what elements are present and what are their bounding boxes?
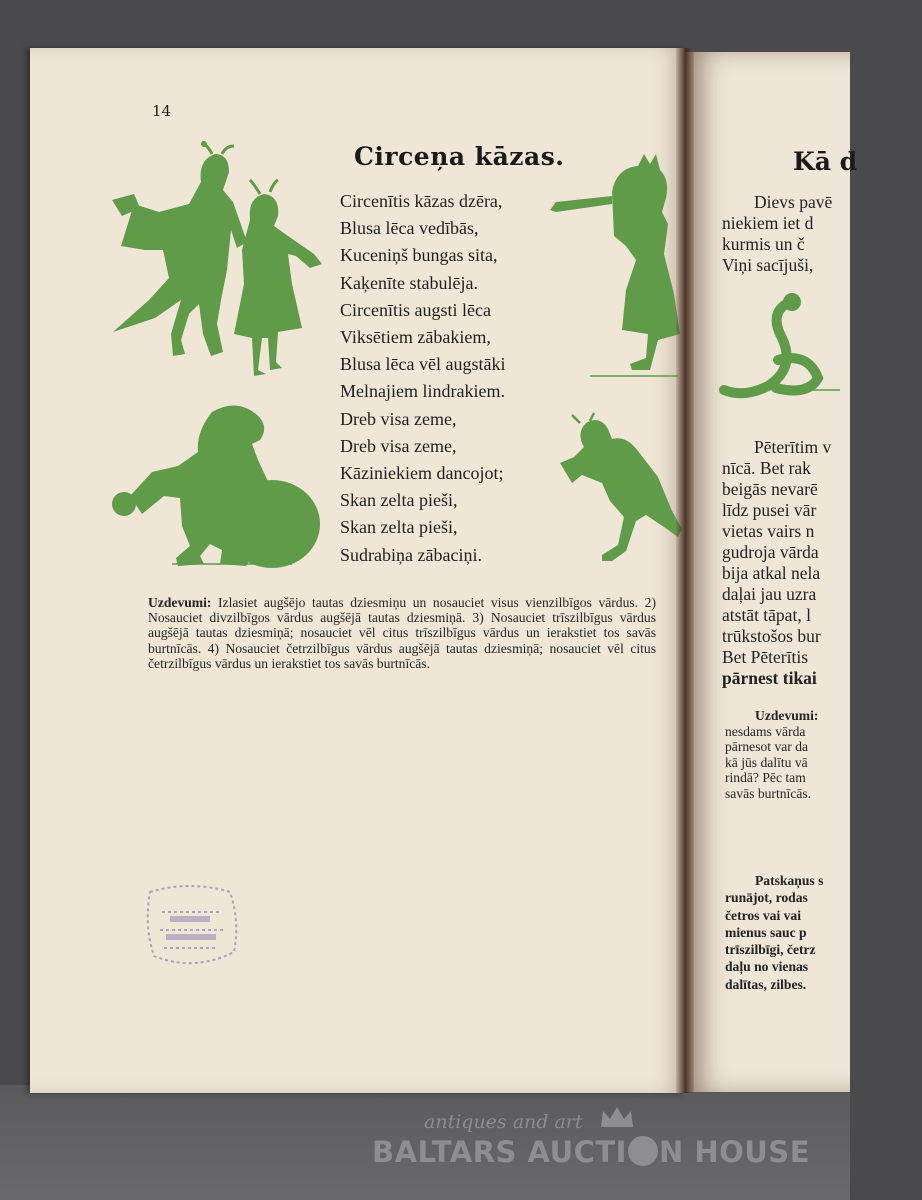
text-line: vietas vairs n: [722, 521, 815, 541]
text-line: kā jūs dalītu vā: [725, 754, 808, 770]
text-line: Viņi sacījuši,: [722, 255, 814, 275]
text-line: atstāt tāpat, l: [722, 605, 811, 625]
text-line: beigās nevarē: [722, 479, 818, 499]
tasks-text: Izlasiet augšējo tautas dziesmiņu un nosauciet visus vienzilbīgos vārdus. 2) Nosauciet divzilbīgos vārdus augšējā tautas dziesmiņā. 3) Nosauciet trīszilbīgus vārdus augšējā tautas dziesmiņā; nosauciet vēl citus trīszilbīgus vārdus un ierakstiet tos savās burtnīcās. 4) Nosauciet četrzilbīgus vārdus augšējā tautas dziesmiņā; nosauciet vēl citus četrzilbīgus vārdus un ierakstiet tos savās burtnīcās.: [148, 595, 656, 671]
text-line: trūkstošos bur: [722, 626, 821, 646]
poem-line: Dreb visa zeme,: [340, 408, 457, 429]
rule-line: četros vai vai: [725, 907, 802, 923]
text-line: gudroja vārda: [722, 542, 819, 562]
poem-line: Circenītis kāzas dzēra,: [340, 191, 503, 211]
book-gutter: [676, 48, 694, 1093]
cricket-couple-illustration: [112, 148, 327, 378]
watermark-name: [372, 1135, 810, 1169]
text-line: nesdams vārda: [725, 723, 806, 739]
watermark-tagline: antiques and art: [424, 1111, 583, 1133]
poem-line: Kāziniekiem dancojot;: [340, 463, 504, 484]
text-line: Pēterītim v: [754, 437, 832, 457]
right-page-title: Kā d: [793, 147, 858, 176]
bear-drum-illustration: [112, 396, 327, 571]
text-line: nīcā. Bet rak: [722, 458, 811, 478]
poem-line: Melnajiem lindrakiem.: [340, 381, 505, 402]
tasks-label: Uzdevumi:: [148, 595, 212, 610]
cat-flute-illustration: [550, 148, 680, 383]
rule-line: runājot, rodas: [725, 890, 808, 906]
poem-line: Blusa lēca vedībās,: [340, 218, 479, 239]
page-title: Circeņa kāzas.: [354, 142, 565, 171]
poem-line: Circenītis augsti lēca: [340, 299, 491, 320]
poem-line: Kuceniņš bungas sita,: [340, 245, 498, 266]
right-page-tasks: [725, 708, 818, 802]
rule-line: trīszilbīgi, četrz: [725, 942, 816, 958]
text-line: pārnesot var da: [725, 739, 809, 755]
crown-icon: [599, 1105, 635, 1129]
library-stamp: [140, 872, 258, 992]
poem-line: Skan zelta pieši,: [340, 517, 458, 538]
text-line: Dievs pavē: [754, 192, 833, 212]
right-page: [685, 52, 858, 1092]
page-number: 14: [152, 102, 172, 120]
text-line: līdz pusei vār: [722, 500, 817, 520]
poem-line: Kaķenīte stabulēja.: [340, 272, 478, 293]
right-page-text-middle: [722, 437, 922, 689]
snake-illustration: [720, 290, 850, 410]
poem-line: Sudrabiņa zābaciņi.: [340, 544, 482, 565]
poem: [340, 188, 560, 569]
text-line: niekiem iet d: [722, 213, 814, 233]
rule-line: daļu no vienas: [725, 959, 809, 975]
tasks-paragraph: [148, 595, 656, 671]
tasks-label: Uzdevumi:: [755, 708, 819, 723]
flea-dancer-illustration: [550, 413, 680, 578]
right-page-text-top: [722, 192, 922, 276]
watermark-name-part2: N HOUSE: [658, 1135, 811, 1169]
right-page-rule: [725, 872, 823, 993]
rule-line: dalītas, zilbes.: [725, 976, 807, 992]
poem-line: Blusa lēca vēl augstāki: [340, 354, 506, 375]
rule-line: Patskaņus s: [755, 873, 824, 888]
poem-line: Viksētiem zābakiem,: [340, 327, 491, 348]
poem-line: Skan zelta pieši,: [340, 490, 458, 511]
text-line: bija atkal nela: [722, 563, 821, 583]
watermark-o-icon: [628, 1136, 658, 1166]
auction-watermark: [372, 1105, 811, 1175]
watermark-name-part1: BALTARS AUCTI: [372, 1135, 627, 1169]
left-page: [30, 48, 685, 1093]
rule-line: mienus sauc p: [725, 924, 807, 940]
text-line-bold: pārnest tikai: [722, 668, 817, 688]
text-line: kurmis un č: [722, 234, 805, 254]
poem-line: Dreb visa zeme,: [340, 435, 457, 456]
text-line: Bet Pēterītis: [722, 647, 809, 667]
text-line: daļai jau uzra: [722, 584, 817, 604]
text-line: rindā? Pēc tam: [725, 770, 806, 786]
text-line: savās burtnīcās.: [725, 785, 812, 801]
